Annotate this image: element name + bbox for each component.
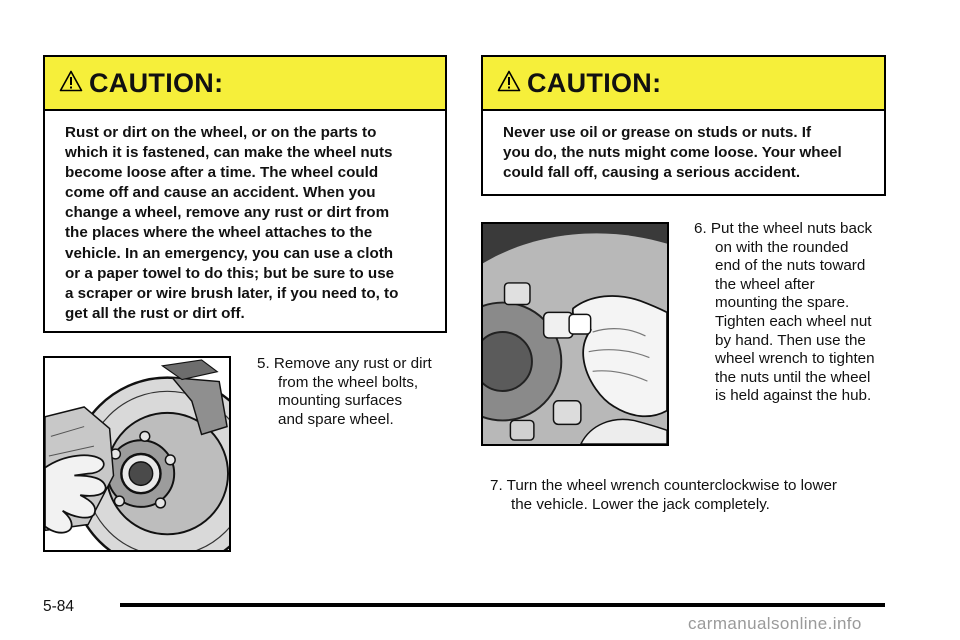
warning-triangle-icon <box>497 70 521 92</box>
caution-line: the places where the wheel attaches to the <box>65 224 373 242</box>
step-line: the vehicle. Lower the jack completely. <box>511 495 770 513</box>
caution-line: Rust or dirt on the wheel, or on the parts to <box>65 124 377 141</box>
step-line: by hand. Then use the <box>715 331 866 349</box>
step-line: on with the rounded <box>715 238 849 256</box>
step-line: is held against the hub. <box>715 387 872 405</box>
watermark-text: carmanualsonline.info <box>688 614 862 633</box>
caution-title: CAUTION: <box>89 67 224 98</box>
step-line: mounting surfaces <box>278 392 403 410</box>
step-line: 5. Remove any rust or dirt <box>257 355 432 372</box>
step-line: 6. Put the wheel nuts back <box>694 220 873 237</box>
caution-line: come off and cause an accident. When you <box>65 184 376 202</box>
page-number: 5-84 <box>43 598 75 615</box>
step-line: from the wheel bolts, <box>278 373 419 391</box>
caution-line: Never use oil or grease on studs or nuts. If <box>503 124 812 141</box>
caution-line: a scraper or wire brush later, if you need to, to <box>65 284 399 302</box>
caution-line: or a paper towel to do this; but be sure to use <box>65 264 395 282</box>
hub-cleaning-drawing <box>45 358 229 550</box>
step-line: and spare wheel. <box>278 410 394 428</box>
step-7 <box>490 477 837 514</box>
step-line: mounting the spare. <box>715 294 850 312</box>
caution-header <box>483 57 884 111</box>
step-5 <box>257 355 432 429</box>
wheel-nut-illustration <box>481 222 669 446</box>
footer-rule <box>120 603 885 607</box>
step-line: 7. Turn the wheel wrench counterclockwise to lower <box>490 477 837 494</box>
caution-line: you do, the nuts might come loose. Your wheel <box>503 144 842 162</box>
step-line: end of the nuts toward <box>715 257 866 275</box>
wheel-nut-drawing <box>483 224 667 444</box>
step-line: the wheel after <box>715 275 815 293</box>
caution-line: become loose after a time. The wheel could <box>65 164 379 182</box>
caution-title: CAUTION: <box>527 67 662 98</box>
caution-header <box>45 57 445 111</box>
step-line: wheel wrench to tighten <box>715 350 875 368</box>
caution-box-oil-grease <box>481 55 886 196</box>
caution-box-wheel-rust <box>43 55 447 333</box>
caution-line: change a wheel, remove any rust or dirt from <box>65 204 390 222</box>
hub-cleaning-illustration <box>43 356 231 552</box>
caution-text <box>45 111 445 324</box>
caution-line: which it is fastened, can make the wheel nuts <box>65 144 393 162</box>
caution-line: could fall off, causing a serious accident. <box>503 164 801 182</box>
step-line: Tighten each wheel nut <box>715 312 872 330</box>
step-line: the nuts until the wheel <box>715 368 871 386</box>
caution-line: get all the rust or dirt off. <box>65 304 245 322</box>
step-6 <box>694 220 875 406</box>
warning-triangle-icon <box>59 70 83 92</box>
caution-line: vehicle. In an emergency, you can use a cloth <box>65 244 394 262</box>
caution-text <box>483 111 884 183</box>
